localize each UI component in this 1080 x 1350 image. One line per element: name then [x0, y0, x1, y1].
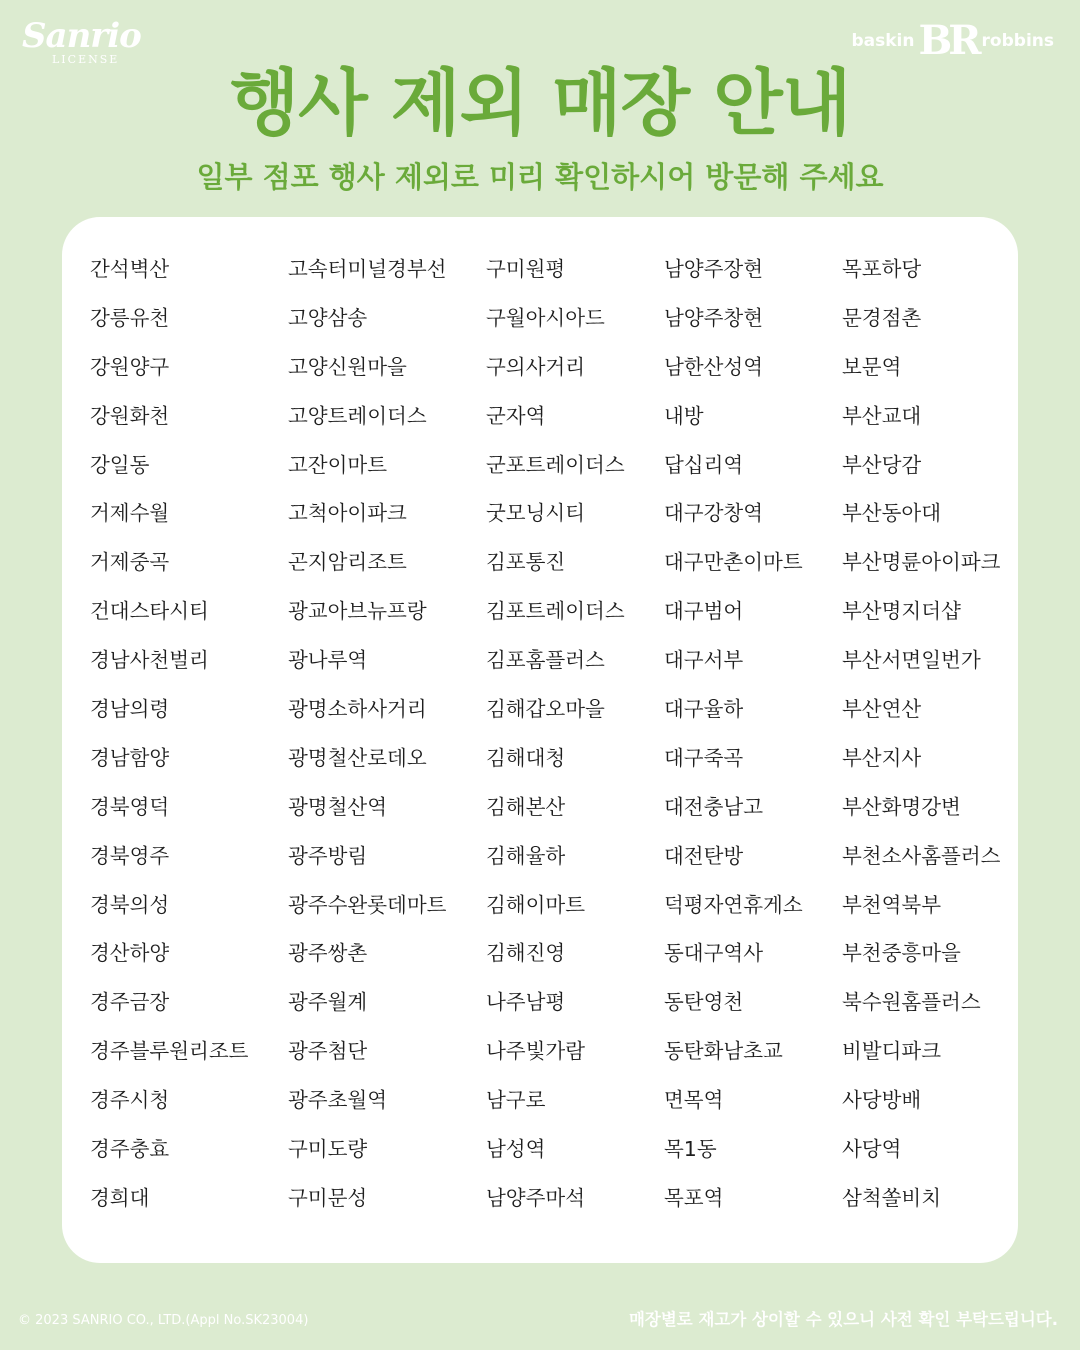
store-name: 삼척쏠비치 [842, 1185, 942, 1210]
store-name: 남양주마석 [486, 1185, 586, 1210]
store-name: 답십리역 [664, 452, 744, 477]
store-name: 광주쌍촌 [288, 941, 368, 966]
store-name: 김해이마트 [486, 892, 586, 917]
store-name: 김해본산 [486, 794, 566, 819]
store-name: 목1동 [664, 1137, 717, 1162]
page-subtitle: 일부 점포 행사 제외로 미리 확인하시어 방문해 주세요 [196, 160, 884, 194]
store-name: 거제수월 [90, 501, 170, 526]
store-name: 구월아시아드 [486, 305, 605, 330]
store-column-4 [664, 245, 803, 1223]
store-column-1 [90, 245, 248, 1223]
store-column-5 [842, 245, 1000, 1223]
store-column-2 [288, 245, 446, 1223]
br-mark: BR [918, 17, 978, 64]
store-name: 경주금장 [90, 990, 170, 1015]
store-name: 목포역 [664, 1185, 724, 1210]
store-name: 부천역북부 [842, 892, 942, 917]
store-name: 고척아이파크 [288, 501, 407, 526]
store-name: 대전충남고 [664, 794, 764, 819]
store-name: 부산당감 [842, 452, 922, 477]
store-name: 덕평자연휴게소 [664, 892, 803, 917]
store-name: 남양주장현 [664, 257, 764, 281]
stock-notice: 매장별로 재고가 상이할 수 있으니 사전 확인 부탁드립니다. [628, 1310, 1058, 1329]
store-name: 부산명지더샵 [842, 599, 961, 624]
store-name: 광명소하사거리 [288, 697, 427, 722]
store-name: 광나루역 [288, 648, 368, 673]
store-name: 광명철산역 [288, 794, 388, 819]
store-name: 부산지사 [842, 745, 922, 770]
store-name: 강릉유천 [90, 305, 170, 330]
store-name: 광명철산로데오 [288, 745, 427, 770]
store-name: 면목역 [664, 1088, 724, 1113]
store-name: 나주빛가람 [486, 1039, 586, 1064]
store-name: 구미도량 [288, 1137, 368, 1162]
store-name: 군포트레이더스 [486, 452, 625, 477]
store-name: 김포홈플러스 [486, 648, 605, 673]
store-name: 부산교대 [842, 403, 922, 428]
store-name: 대구죽곡 [664, 745, 744, 770]
store-name: 부산명륜아이파크 [842, 550, 1001, 575]
store-name: 대구범어 [664, 599, 744, 624]
store-name: 동탄화남초교 [664, 1039, 783, 1064]
store-name: 강원화천 [90, 403, 170, 428]
store-name: 대전탄방 [664, 843, 744, 868]
store-name: 부산서면일번가 [842, 648, 981, 673]
store-name: 경북영덕 [90, 794, 170, 819]
baskin-word: baskin [851, 31, 915, 51]
store-name: 경남함양 [90, 745, 170, 770]
store-name: 보문역 [842, 354, 902, 379]
store-name: 고양트레이더스 [288, 403, 427, 428]
store-name: 대구서부 [664, 648, 744, 673]
store-name: 경북영주 [90, 843, 170, 868]
store-name: 김해율하 [486, 843, 566, 868]
store-name: 남성역 [486, 1137, 546, 1162]
store-name: 경주충효 [90, 1137, 170, 1162]
store-list-card [62, 217, 1018, 1263]
store-name: 건대스타시티 [90, 599, 209, 624]
store-column-3 [486, 245, 625, 1223]
store-name: 김해대청 [486, 745, 566, 770]
sanrio-logo-text: Sanrio [22, 16, 141, 56]
store-name: 경북의성 [90, 892, 170, 917]
store-name: 광주수완롯데마트 [288, 892, 447, 917]
store-name: 문경점촌 [842, 305, 922, 330]
store-name: 광주초월역 [288, 1088, 388, 1113]
store-name: 광주첨단 [288, 1039, 368, 1064]
store-name: 거제중곡 [90, 550, 170, 575]
store-name: 내방 [664, 403, 704, 428]
store-name: 강일동 [90, 452, 150, 477]
store-name: 경남의령 [90, 697, 170, 722]
store-name: 광주월계 [288, 990, 368, 1015]
store-name: 고양삼송 [288, 305, 368, 330]
store-name: 구미원평 [486, 257, 566, 281]
store-name: 남구로 [486, 1088, 546, 1113]
store-name: 동대구역사 [664, 941, 764, 966]
store-name: 김포트레이더스 [486, 599, 625, 624]
license-label: LICENSE [52, 53, 120, 66]
store-name: 부산연산 [842, 697, 922, 722]
copyright-text: © 2023 SANRIO CO., LTD.(Appl No.SK23004) [18, 1313, 309, 1328]
store-name: 간석벽산 [90, 257, 170, 281]
store-name: 구미문성 [288, 1185, 368, 1210]
store-name: 북수원홈플러스 [842, 990, 981, 1015]
robbins-word: robbins [981, 31, 1054, 51]
store-name: 경희대 [90, 1185, 150, 1210]
store-name: 부산동아대 [842, 501, 942, 526]
store-name: 경주블루원리조트 [90, 1039, 249, 1064]
store-name: 강원양구 [90, 354, 170, 379]
store-name: 구의사거리 [486, 354, 586, 379]
store-name: 경산하양 [90, 941, 170, 966]
store-name: 부천중흥마을 [842, 941, 961, 966]
store-name: 고속터미널경부선 [288, 257, 447, 281]
store-name: 경주시청 [90, 1088, 170, 1113]
store-name: 경남사천벌리 [90, 648, 209, 673]
store-name: 남한산성역 [664, 354, 764, 379]
store-name: 부산화명강변 [842, 794, 961, 819]
store-name: 광교아브뉴프랑 [288, 599, 427, 624]
store-name: 고잔이마트 [288, 452, 388, 477]
store-name: 나주남평 [486, 990, 566, 1015]
page-title: 행사 제외 매장 안내 [229, 61, 851, 145]
store-name: 사당역 [842, 1137, 902, 1162]
store-name: 광주방림 [288, 843, 368, 868]
store-name: 비발디파크 [842, 1039, 942, 1064]
store-name: 사당방배 [842, 1088, 922, 1113]
store-name: 김해갑오마을 [486, 697, 605, 722]
store-name: 남양주창현 [664, 305, 764, 330]
store-name: 대구율하 [664, 697, 744, 722]
store-name: 부천소사홈플러스 [842, 843, 1001, 868]
store-name: 군자역 [486, 403, 546, 428]
store-name: 동탄영천 [664, 990, 744, 1015]
store-name: 목포하당 [842, 257, 922, 281]
store-name: 고양신원마을 [288, 354, 407, 379]
store-name: 김해진영 [486, 941, 566, 966]
store-name: 대구만촌이마트 [664, 550, 803, 575]
store-name: 대구강창역 [664, 501, 764, 526]
store-name: 굿모닝시티 [486, 501, 586, 526]
store-name: 곤지암리조트 [288, 550, 407, 575]
store-name: 김포통진 [486, 550, 566, 575]
